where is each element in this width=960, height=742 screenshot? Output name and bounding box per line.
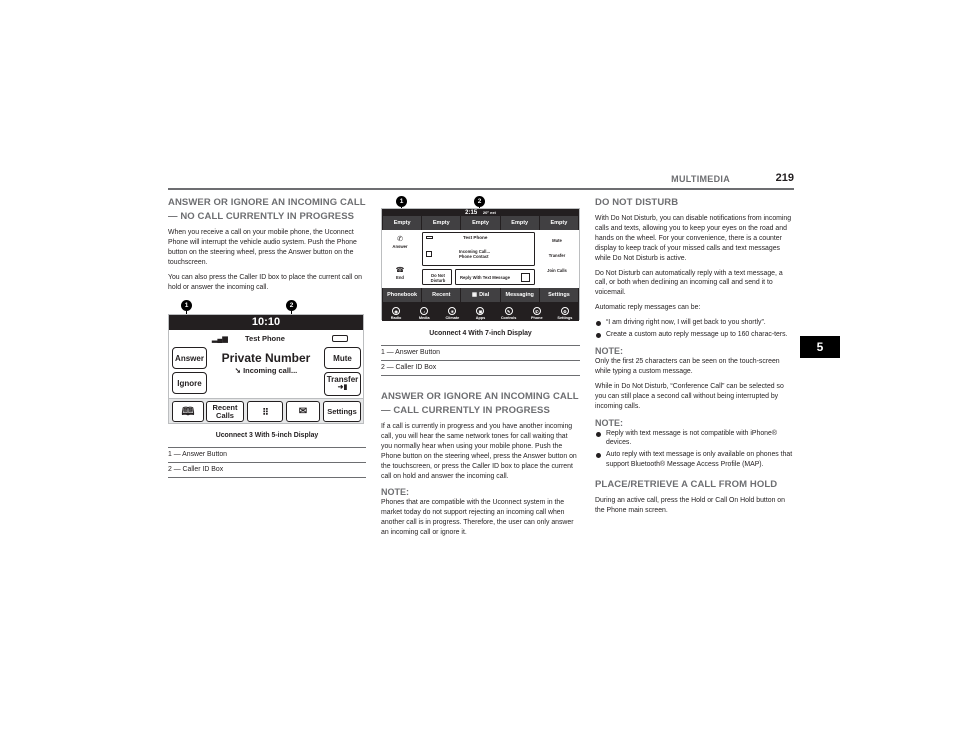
page-number: 219 (775, 172, 794, 184)
callout-1: 1 (181, 300, 192, 311)
settings-button[interactable]: Settings (323, 401, 361, 422)
app-bar (382, 302, 579, 321)
phone-icon: ✆ (533, 307, 541, 315)
outside-temp: 20° ext (482, 210, 496, 215)
column-2 (381, 196, 580, 543)
chapter-tab: 5 (800, 336, 840, 358)
app-label: Radio (390, 316, 402, 320)
paragraph: Do Not Disturb can automatically reply with a text message, a call, or both when declining an incoming call and send it to voicemail. (595, 269, 783, 297)
incoming-call-text: Incoming Call... (459, 249, 490, 254)
media-icon: ♪ (420, 307, 428, 315)
phonebook-tab[interactable]: Phonebook (383, 288, 421, 302)
note-text: Only the first 25 characters can be seen on the touch-screen while typing a custom message. (595, 357, 780, 375)
message-icon: ✉ (298, 405, 308, 417)
phone-nav-bar (382, 288, 579, 302)
paragraph: With Do Not Disturb, you can disable notifications from incoming calls and texts, allowing you to keep your eyes on the road and hands on the wheel. For your convenience, there is a counter display to keep track of your missed calls and text messages while Do Not Disturb is active. (595, 215, 792, 262)
figure-caption: Uconnect 3 With 5-inch Display (215, 432, 319, 440)
section-title: MULTIMEDIA (671, 174, 730, 184)
end-button[interactable] (388, 267, 412, 285)
paragraph: During an active call, press the Hold or Call On Hold button on the Phone main screen. (595, 497, 785, 515)
column-1 (168, 196, 366, 478)
figure-legend (168, 447, 366, 478)
uconnect-7-inch-screen (381, 208, 580, 320)
favorites-bar (382, 216, 579, 230)
bullet-list (595, 318, 794, 340)
app-label: Settings (557, 316, 573, 320)
app-label: Phone (530, 316, 543, 320)
app-phone[interactable] (527, 307, 547, 320)
join-calls-button[interactable]: Join Calls (547, 268, 567, 273)
favorite-slot[interactable]: Empty (461, 216, 499, 230)
app-label: Climate (445, 316, 460, 320)
note-text: While in Do Not Disturb, “Conference Call” can be selected so you can still place a second call without being interrupted by incoming calls. (595, 382, 784, 410)
app-apps[interactable] (470, 307, 490, 320)
list-item: Auto reply with text message is only available on phones that support Bluetooth® Message Access Profile (MAP). (595, 450, 794, 470)
keypad-button[interactable] (247, 401, 283, 422)
legend-row: 1 — Answer Button (381, 346, 580, 361)
mute-button[interactable]: Mute (552, 238, 562, 243)
incoming-arrow-icon: ➘ (234, 366, 241, 376)
keypad-icon: ⠿ (262, 406, 268, 417)
answer-button[interactable]: Answer (172, 347, 207, 369)
section-heading: PLACE/RETRIEVE A CALL FROM HOLD (595, 479, 778, 491)
reply-label: Reply With Text Message (460, 275, 510, 280)
ignore-button[interactable]: Ignore (172, 372, 207, 394)
answer-label: Answer (392, 244, 408, 249)
app-media[interactable] (414, 307, 434, 320)
messaging-tab[interactable]: Messaging (501, 288, 539, 302)
note-text: Phones that are compatible with the Uconnect system in the market today do not support rejecting an incoming call when another call is in progress. Therefore, the user can only answer an incoming call or ignore it. (381, 499, 574, 537)
paragraph: When you receive a call on your mobile phone, the Uconnect Phone will interrupt the vehicle audio system. Push the Phone button on the steering wheel, press the Answer button on the touchscreen. (168, 229, 357, 266)
radio-icon: ◉ (392, 307, 400, 315)
figure-uconnect-3 (168, 300, 366, 428)
phonebook-button[interactable] (172, 401, 204, 422)
controls-icon: ✎ (505, 307, 513, 315)
dial-tab[interactable] (461, 288, 499, 302)
list-item: “I am driving right now, I will get back to you shortly”. (595, 318, 794, 328)
paragraph: Automatic reply messages can be: (595, 304, 701, 312)
favorite-slot[interactable]: Empty (540, 216, 578, 230)
clock: 2:15 (465, 210, 478, 216)
mute-button[interactable]: Mute (324, 347, 361, 369)
callout-2: 2 (286, 300, 297, 311)
caller-id-box[interactable] (214, 351, 318, 391)
header-rule (168, 188, 794, 190)
list-item: Create a custom auto reply message up to 160 charac-ters. (595, 330, 794, 340)
app-label: Apps (475, 316, 486, 320)
app-climate[interactable] (442, 307, 462, 320)
uconnect-5-inch-screen (168, 314, 364, 424)
climate-icon: ✳ (448, 307, 456, 315)
apps-icon: ▣ (476, 307, 484, 315)
paragraph: You can also press the Caller ID box to place the current call on hold or answer the incoming call. (168, 273, 362, 291)
note-label: NOTE: (595, 417, 623, 428)
figure-caption: Uconnect 4 With 7-inch Display (429, 330, 532, 337)
callout-2: 2 (474, 196, 485, 207)
legend-row: 1 — Answer Button (168, 448, 366, 463)
app-radio[interactable] (386, 307, 406, 320)
do-not-disturb-button[interactable] (422, 269, 452, 285)
caller-id-box[interactable] (422, 232, 535, 266)
phone-name: Test Phone (463, 235, 488, 240)
transfer-button[interactable]: Transfer (548, 253, 566, 258)
contact-icon (426, 251, 432, 257)
figure-legend (381, 345, 580, 376)
dial-label: Dial (479, 292, 490, 298)
contact-name: Phone Contact (459, 254, 489, 259)
clock: 10:10 (169, 315, 363, 330)
page-header (168, 172, 794, 186)
keypad-icon: ▦ (471, 292, 478, 298)
phone-end-icon: ☎ (395, 267, 405, 274)
transfer-button[interactable] (324, 372, 361, 396)
book-icon: 🕮 (181, 405, 195, 418)
recent-calls-button[interactable]: Recent Calls (206, 401, 244, 422)
dnd-label: Do Not Disturb (430, 273, 446, 283)
end-label: End (396, 275, 404, 280)
reply-text-button[interactable] (455, 269, 535, 285)
favorite-slot[interactable]: Empty (501, 216, 539, 230)
column-3 (595, 196, 794, 521)
phone-name: Test Phone (245, 334, 285, 344)
list-item: Reply with text message is not compatible with iPhone® devices. (595, 429, 794, 449)
caller-name: Private Number (221, 351, 311, 366)
recent-tab[interactable]: Recent (422, 288, 460, 302)
app-label: Controls (500, 316, 517, 320)
favorite-slot[interactable]: Empty (383, 216, 421, 230)
battery-icon (332, 335, 348, 342)
app-label: Media (418, 316, 430, 320)
battery-icon (426, 236, 433, 239)
signal-icon: ▂▄▆ (212, 336, 228, 344)
section-heading: DO NOT DISTURB (595, 197, 679, 208)
legend-row: 2 — Caller ID Box (168, 463, 366, 478)
phone-answer-icon: ✆ (397, 236, 403, 243)
bullet-list (595, 429, 794, 471)
messaging-button[interactable] (286, 401, 320, 422)
bottom-bar (169, 398, 363, 423)
call-status-text: Incoming call... (243, 366, 298, 376)
paragraph: If a call is currently in progress and you have another incoming call, you will hear the same network tones for call waiting that you normally hear when using your mobile phone. Push the Phone button on the steering wheel, press the Answer button on the touchscreen, or press the Caller ID box to place the current call on hold and answer the incoming call. (381, 423, 577, 480)
note-label: NOTE: (381, 487, 409, 498)
figure-uconnect-4 (381, 196, 580, 322)
section-heading: ANSWER OR IGNORE AN INCOMING CALL — CALL CURRENTLY IN PROGRESS (381, 391, 579, 416)
favorite-slot[interactable]: Empty (422, 216, 460, 230)
section-heading: ANSWER OR IGNORE AN INCOMING CALL — NO CALL CURRENTLY IN PROGRESS (168, 197, 366, 222)
status-bar (382, 209, 579, 216)
callout-1: 1 (396, 196, 407, 207)
answer-button[interactable] (388, 236, 412, 256)
settings-tab[interactable]: Settings (540, 288, 578, 302)
gear-icon: ⚙ (561, 307, 569, 315)
call-status (214, 366, 318, 375)
checkbox[interactable] (521, 273, 530, 282)
app-controls[interactable] (499, 307, 519, 320)
app-settings[interactable] (555, 307, 575, 320)
note-label: NOTE: (595, 345, 623, 356)
transfer-label: Transfer (326, 375, 359, 385)
legend-row: 2 — Caller ID Box (381, 361, 580, 376)
transfer-icon: ➜▮ (337, 384, 348, 392)
